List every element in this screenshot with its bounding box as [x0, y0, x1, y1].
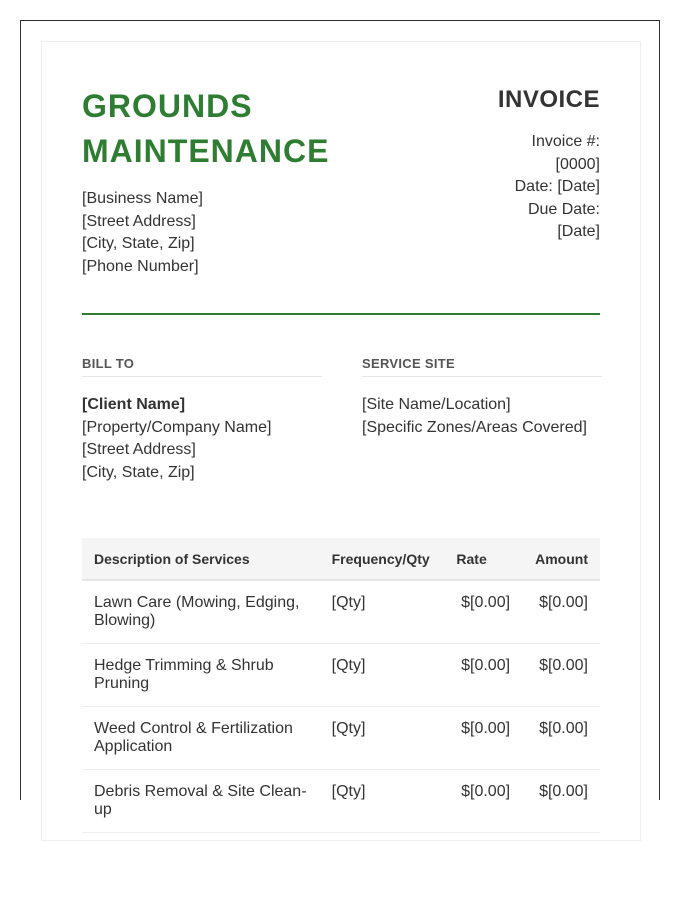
table-row	[82, 580, 600, 644]
business-name: [Business Name]	[82, 190, 203, 207]
invoice-number-value: [0000]	[555, 155, 600, 173]
table-row	[82, 707, 600, 770]
client-city: [City, State, Zip]	[82, 463, 195, 481]
services-table-wrap	[82, 538, 600, 833]
client-company: [Property/Company Name]	[82, 418, 272, 436]
business-phone: [Phone Number]	[82, 257, 199, 275]
service-site-section	[362, 356, 602, 439]
client-street: [Street Address]	[82, 441, 196, 458]
business-street: [Street Address]	[82, 212, 196, 230]
row-rate: $[0.00]	[444, 580, 522, 644]
service-site-heading: SERVICE SITE	[362, 356, 602, 377]
client-name: [Client Name]	[82, 396, 186, 413]
row-rate: $[0.00]	[444, 644, 522, 707]
row-qty: [Qty]	[320, 644, 445, 707]
invoice-due-label: Due Date:	[527, 200, 600, 218]
column-header-rate: Rate	[444, 538, 522, 580]
row-amount: $[0.00]	[522, 707, 600, 770]
document-frame	[20, 20, 660, 818]
site-name: [Site Name/Location]	[362, 396, 511, 413]
company-title-line1: GROUNDS	[82, 88, 253, 124]
company-title	[82, 84, 329, 174]
column-header-description: Description of Services	[82, 538, 320, 580]
row-amount: $[0.00]	[522, 580, 600, 644]
table-row	[82, 770, 600, 833]
row-amount: $[0.00]	[522, 644, 600, 707]
row-rate: $[0.00]	[444, 707, 522, 770]
invoice-title: INVOICE	[497, 86, 600, 113]
services-table	[82, 538, 600, 833]
row-description: Debris Removal & Site Clean-up	[82, 770, 320, 833]
table-row	[82, 644, 600, 707]
bill-to-section	[82, 356, 322, 484]
invoice-date: Date: [Date]	[514, 178, 600, 195]
business-city: [City, State, Zip]	[82, 235, 195, 252]
bill-to-details	[82, 394, 322, 484]
column-header-qty: Frequency/Qty	[320, 538, 445, 580]
row-rate: $[0.00]	[444, 770, 522, 833]
company-title-line2: MAINTENANCE	[82, 133, 330, 169]
invoice-page	[41, 41, 641, 841]
invoice-meta	[470, 131, 600, 244]
site-zones: [Specific Zones/Areas Covered]	[362, 418, 587, 436]
row-description: Lawn Care (Mowing, Edging, Blowing)	[82, 580, 320, 644]
invoice-due-value: [Date]	[557, 223, 600, 240]
row-qty: [Qty]	[320, 770, 445, 833]
service-site-details	[362, 394, 602, 439]
row-qty: [Qty]	[320, 707, 445, 770]
business-address	[82, 188, 203, 278]
invoice-number-label: Invoice #:	[531, 133, 600, 150]
row-amount: $[0.00]	[522, 770, 600, 833]
row-qty: [Qty]	[320, 580, 445, 644]
column-header-amount: Amount	[522, 538, 600, 580]
bill-to-heading: BILL TO	[82, 356, 322, 377]
row-description: Hedge Trimming & Shrub Pruning	[82, 644, 320, 707]
header-divider	[82, 313, 600, 315]
table-header-row	[82, 538, 600, 580]
row-description: Weed Control & Fertilization Application	[82, 707, 320, 770]
